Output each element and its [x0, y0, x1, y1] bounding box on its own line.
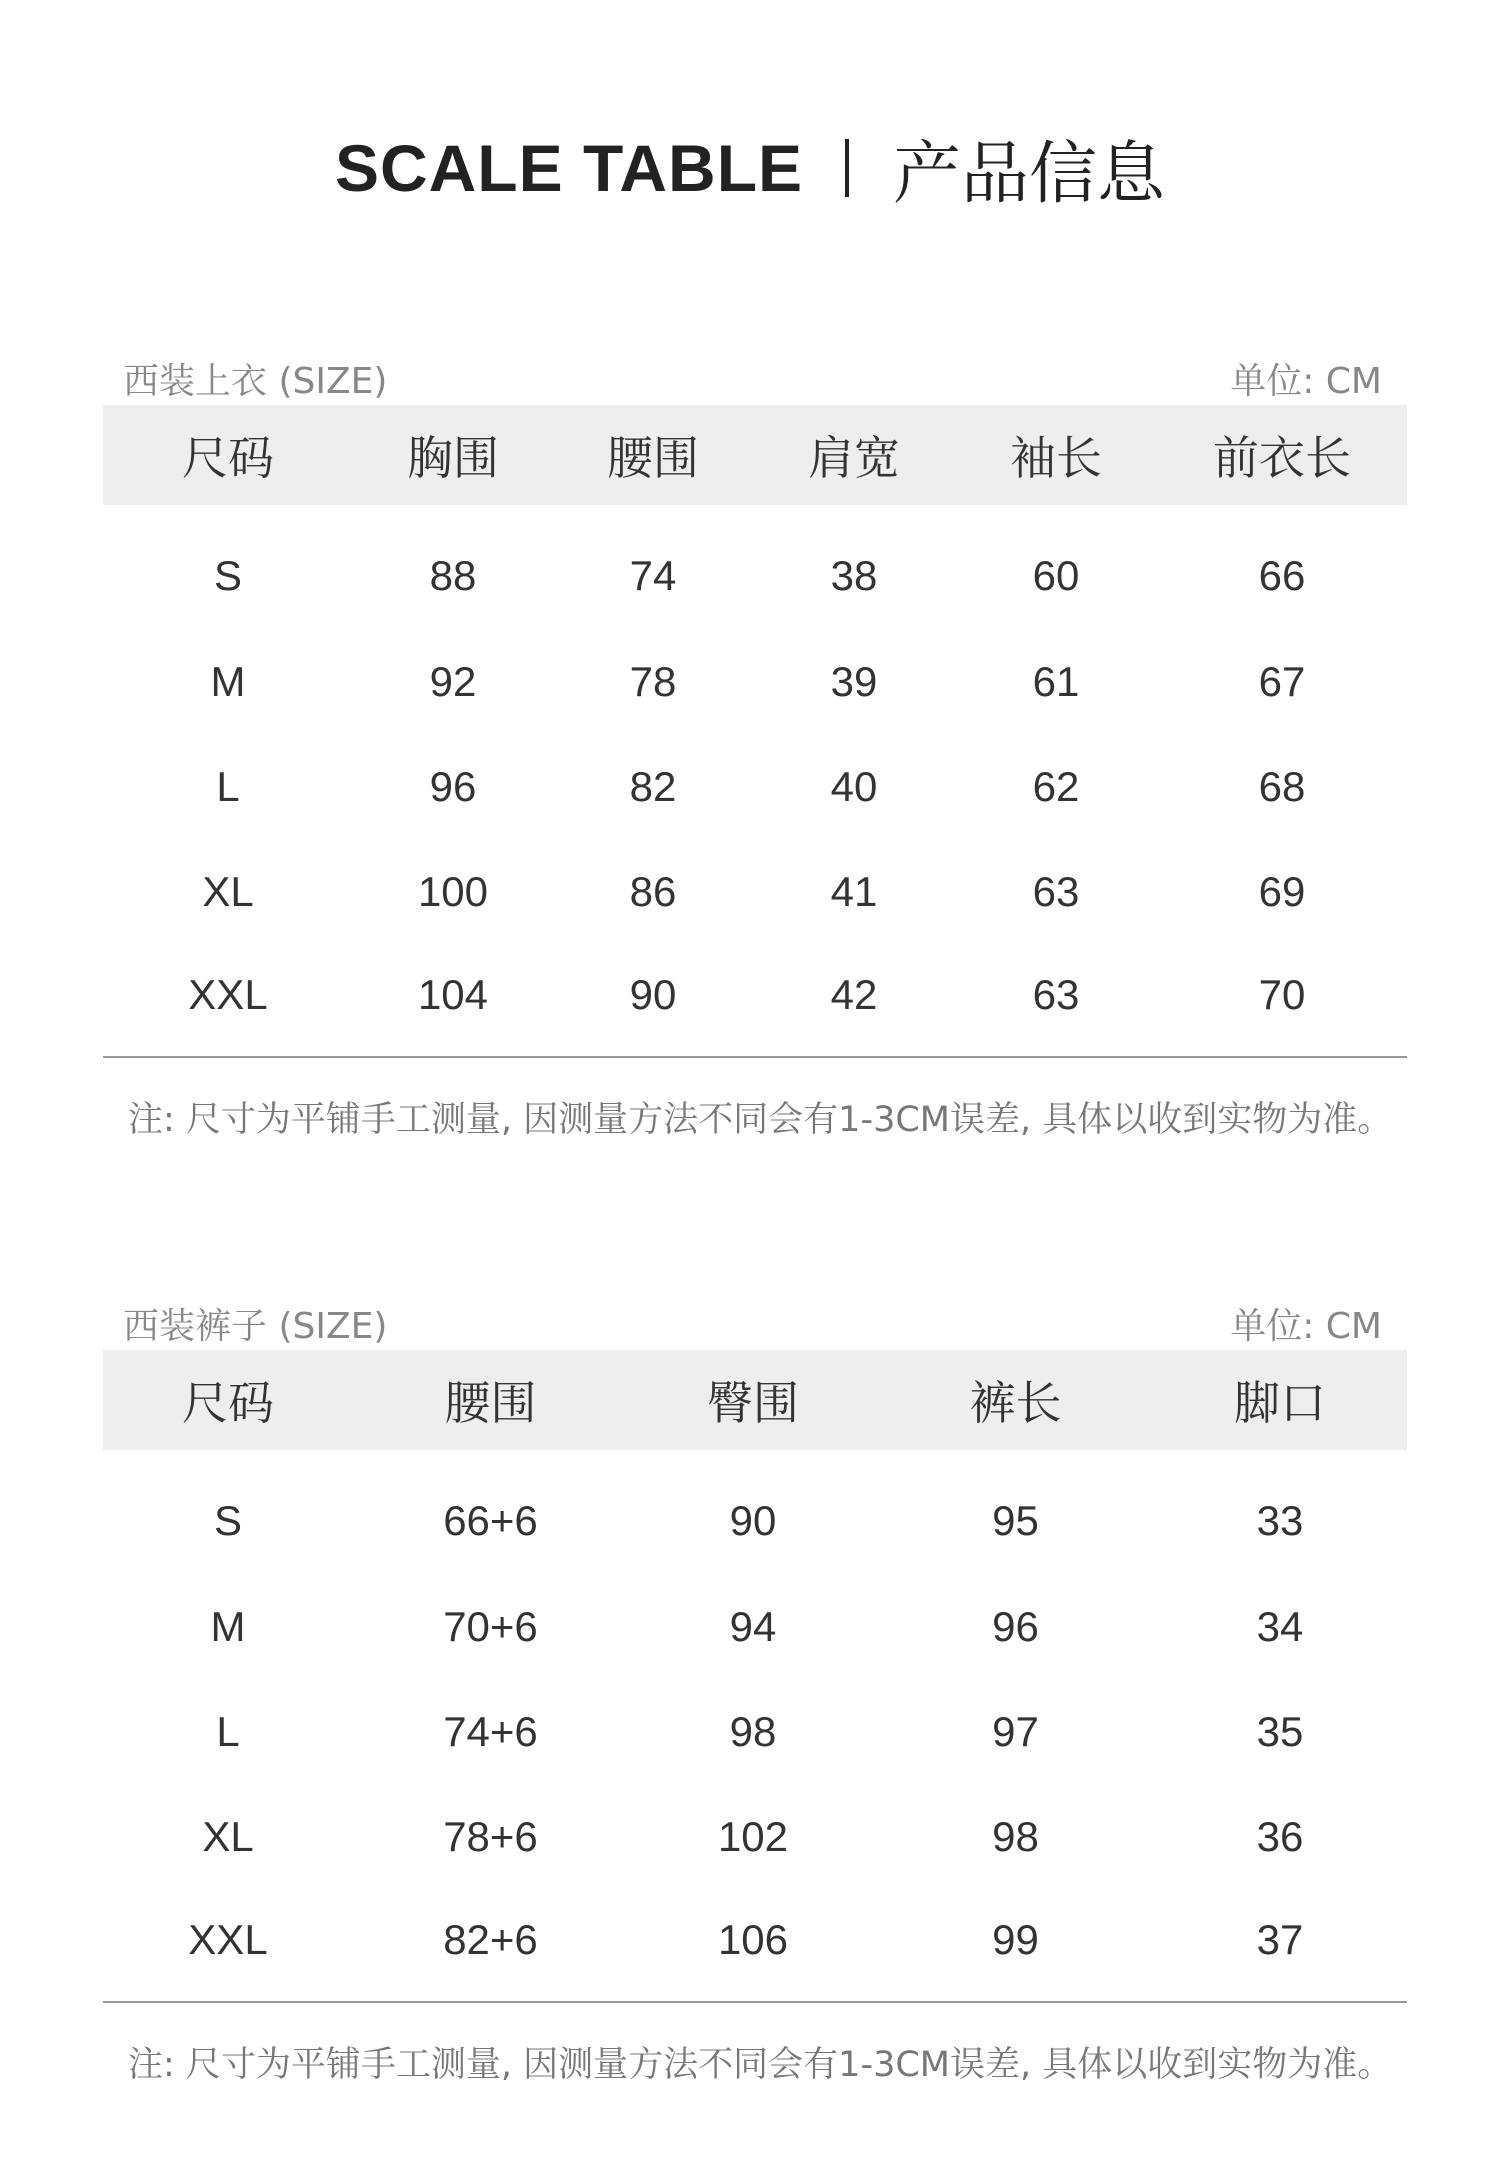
table-cell: 78+6: [443, 1812, 538, 1860]
table-cell: 42: [830, 971, 878, 1018]
table-row: [103, 505, 1407, 629]
table-cell: 78: [629, 657, 677, 705]
jacket-size-table: [103, 405, 1407, 1046]
table-row: [103, 734, 1407, 839]
table-cell: 66+6: [443, 1497, 538, 1544]
table-cell: 88: [429, 552, 477, 599]
table-cell: 69: [1258, 867, 1306, 915]
table-cell: 37: [1256, 1916, 1304, 1963]
table-cell: 97: [992, 1707, 1039, 1755]
pants-section-name: 西装裤子 (SIZE): [123, 1306, 388, 1347]
pants-unit-label: 单位: CM: [1230, 1306, 1382, 1347]
table-divider: [103, 1056, 1407, 1058]
table-cell: 35: [1256, 1707, 1304, 1755]
table-cell: 96: [992, 1602, 1039, 1650]
table-cell: 90: [729, 1497, 777, 1544]
table-cell: 34: [1256, 1602, 1304, 1650]
table-cell: S: [213, 552, 242, 599]
table-cell: 94: [729, 1602, 777, 1650]
table-cell: 99: [992, 1916, 1039, 1963]
table-cell: 98: [729, 1707, 777, 1755]
header-cell: 肩宽: [808, 431, 900, 485]
pants-section-header: [103, 1290, 1407, 1350]
table-cell: 66: [1258, 552, 1306, 599]
jacket-unit-label: 单位: CM: [1230, 361, 1382, 402]
table-cell: 100: [417, 867, 489, 915]
table-row: [103, 1679, 1407, 1784]
table-row: [103, 1574, 1407, 1679]
table-row: [103, 1450, 1407, 1574]
jacket-section-name: 西装上衣 (SIZE): [123, 361, 388, 402]
table-cell: XXL: [188, 1916, 268, 1963]
page-title: [0, 118, 1500, 218]
table-row: [103, 944, 1407, 1046]
header-cell: 尺码: [182, 431, 274, 485]
table-divider: [103, 2001, 1407, 2003]
table-cell: 92: [429, 657, 477, 705]
table-cell: XXL: [188, 971, 268, 1018]
table-header-row: [103, 405, 1407, 505]
table-cell: XL: [202, 1812, 254, 1860]
header-cell: 袖长: [1010, 431, 1102, 485]
table-cell: L: [216, 1707, 240, 1755]
table-cell: XL: [202, 867, 254, 915]
header-cell: 臀围: [707, 1376, 799, 1430]
table-cell: 67: [1258, 657, 1306, 705]
table-cell: 90: [629, 971, 677, 1018]
table-cell: 106: [717, 1916, 789, 1963]
title-chinese: 产品信息: [893, 134, 1166, 214]
header-cell: 脚口: [1234, 1376, 1326, 1430]
table-cell: 38: [830, 552, 878, 599]
table-cell: 62: [1032, 762, 1080, 810]
table-cell: 36: [1256, 1812, 1304, 1860]
table-header-row: [103, 1350, 1407, 1450]
pants-section: [103, 1290, 1407, 2087]
title-english: SCALE TABLE: [334, 131, 804, 205]
table-cell: 102: [717, 1812, 789, 1860]
header-cell: 裤长: [969, 1376, 1062, 1430]
header-cell: 前衣长: [1213, 431, 1351, 485]
table-cell: 68: [1258, 762, 1306, 810]
table-row: [103, 839, 1407, 944]
table-cell: 60: [1032, 552, 1080, 599]
table-cell: S: [213, 1497, 242, 1544]
title-divider: [845, 139, 849, 197]
table-row: [103, 1889, 1407, 1991]
table-cell: M: [210, 657, 246, 705]
table-cell: 70: [1258, 971, 1306, 1018]
jacket-note: 注: 尺寸为平铺手工测量, 因测量方法不同会有1-3CM误差, 具体以收到实物为准。: [128, 1100, 1393, 1140]
header-cell: 腰围: [444, 1376, 537, 1430]
table-row: [103, 1784, 1407, 1889]
table-cell: 33: [1256, 1497, 1304, 1544]
table-cell: M: [210, 1602, 246, 1650]
table-cell: 74+6: [443, 1707, 538, 1755]
jacket-section: [103, 345, 1407, 1142]
table-cell: 104: [417, 971, 489, 1018]
table-cell: 63: [1032, 867, 1080, 915]
table-cell: 74: [629, 552, 677, 599]
table-cell: 70+6: [443, 1602, 538, 1650]
header-cell: 腰围: [607, 431, 699, 485]
header-cell: 尺码: [182, 1376, 274, 1430]
header-cell: 胸围: [407, 431, 499, 485]
table-cell: 82: [629, 762, 677, 810]
table-cell: 39: [830, 657, 878, 705]
table-cell: 40: [830, 762, 878, 810]
table-cell: 95: [992, 1497, 1039, 1544]
jacket-section-header: [103, 345, 1407, 405]
table-cell: 96: [429, 762, 477, 810]
pants-size-table: [103, 1350, 1407, 1991]
pants-note: 注: 尺寸为平铺手工测量, 因测量方法不同会有1-3CM误差, 具体以收到实物为准。: [128, 2045, 1393, 2085]
table-cell: 98: [992, 1812, 1039, 1860]
table-cell: 63: [1032, 971, 1080, 1018]
table-cell: 86: [629, 867, 677, 915]
table-cell: L: [216, 762, 240, 810]
table-row: [103, 629, 1407, 734]
table-cell: 41: [830, 867, 878, 915]
table-cell: 61: [1032, 657, 1080, 705]
table-cell: 82+6: [443, 1916, 538, 1963]
